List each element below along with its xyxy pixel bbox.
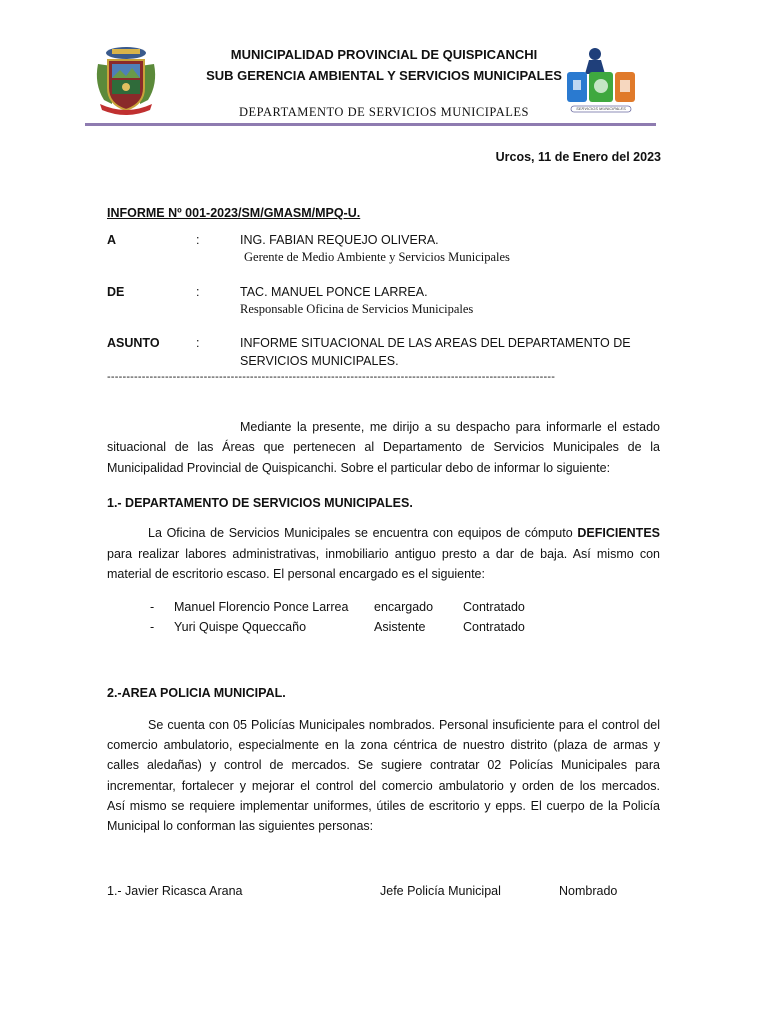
staff-role: encargado (374, 600, 434, 614)
sub-management-name: SUB GERENCIA AMBIENTAL Y SERVICIOS MUNICIPALES (206, 68, 562, 83)
staff-bullet: - (150, 620, 155, 634)
field-asunto-label: ASUNTO (107, 336, 160, 350)
field-a-position: Gerente de Medio Ambiente y Servicios Municipales (244, 250, 510, 264)
field-de-colon: : (196, 285, 200, 299)
section2-line-6: Municipal lo conforman las siguientes personas: (107, 819, 374, 833)
police-member-name: 1.- Javier Ricasca Arana (107, 884, 243, 898)
field-de-position: Responsable Oficina de Servicios Municipales (240, 302, 474, 316)
section1-line-3: material de escritorio escaso. El personal encargado es el siguiente: (107, 567, 485, 581)
field-asunto-colon: : (196, 336, 200, 350)
logo-caption: SERVICIOS MUNICIPALES (576, 106, 626, 111)
field-a-name: ING. FABIAN REQUEJO OLIVERA. (240, 233, 439, 247)
dashed-separator: -------------------------------------------------------------------------------------------------------------------- (107, 371, 556, 383)
field-a-colon: : (196, 233, 200, 247)
staff-status: Contratado (463, 620, 525, 634)
report-title: INFORME Nº 001-2023/SM/GMASM/MPQ-U. (107, 206, 361, 220)
field-asunto-line2: SERVICIOS MUNICIPALES. (240, 354, 399, 368)
staff-status: Contratado (463, 600, 525, 614)
field-de-name: TAC. MANUEL PONCE LARREA. (240, 285, 428, 299)
department-name: DEPARTAMENTO DE SERVICIOS MUNICIPALES (239, 105, 529, 119)
section2-line-1: Se cuenta con 05 Policías Municipales nombrados. Personal insuficiente para el control del (148, 718, 660, 732)
municipality-name: MUNICIPALIDAD PROVINCIAL DE QUISPICANCHI (230, 47, 538, 62)
staff-name: Manuel Florencio Ponce Larrea (174, 600, 349, 614)
police-member-status: Nombrado (559, 884, 618, 898)
header-divider (85, 123, 656, 126)
section2-line-3: calles aledañas) y control de mercados. Se sugiere contratar 02 Policías Municipales para (107, 758, 660, 772)
section1-text: La Oficina de Servicios Municipales se encuentra con equipos de cómputo (148, 526, 578, 540)
police-member-role: Jefe Policía Municipal (380, 884, 501, 898)
section1-line-1 (148, 526, 660, 540)
section2-line-4: incrementar, fortalecer y mejorar el control del comercio ambulatorio y orden de los mercados. (107, 779, 660, 793)
intro-line-2: situacional de las Áreas que pertenecen al Departamento de Servicios Municipales de la (107, 440, 660, 454)
intro-line-1: Mediante la presente, me dirijo a su despacho para informarle el estado (240, 420, 660, 434)
report-date: Urcos, 11 de Enero del 2023 (495, 150, 661, 164)
section2-line-5: Así mismo se requiere implementar uniformes, útiles de escritorio y epps. El cuerpo de la Policía (107, 799, 660, 813)
field-de-label: DE (107, 285, 125, 299)
field-a-label: A (107, 233, 117, 247)
field-asunto-line1: INFORME SITUACIONAL DE LAS AREAS DEL DEPARTAMENTO DE (240, 336, 631, 350)
section2-heading: 2.-AREA POLICIA MUNICIPAL. (107, 686, 286, 700)
section1-line-2: para realizar labores administrativas, inmobiliario antiguo presto a dar de baja. Así mismo con (107, 547, 660, 561)
section2-line-2: comercio ambulatorio, especialmente en la zona céntrica de nuestro distrito (plaza de armas y (107, 738, 660, 752)
staff-role: Asistente (374, 620, 426, 634)
staff-name: Yuri Quispe Qqueccaño (174, 620, 307, 634)
section1-heading: 1.- DEPARTAMENTO DE SERVICIOS MUNICIPALES. (107, 496, 413, 510)
staff-bullet: - (150, 600, 155, 614)
deficient-emphasis: DEFICIENTES (577, 526, 660, 540)
intro-line-3: Municipalidad Provincial de Quispicanchi. Sobre el particular debo de informar lo siguiente: (107, 461, 611, 475)
